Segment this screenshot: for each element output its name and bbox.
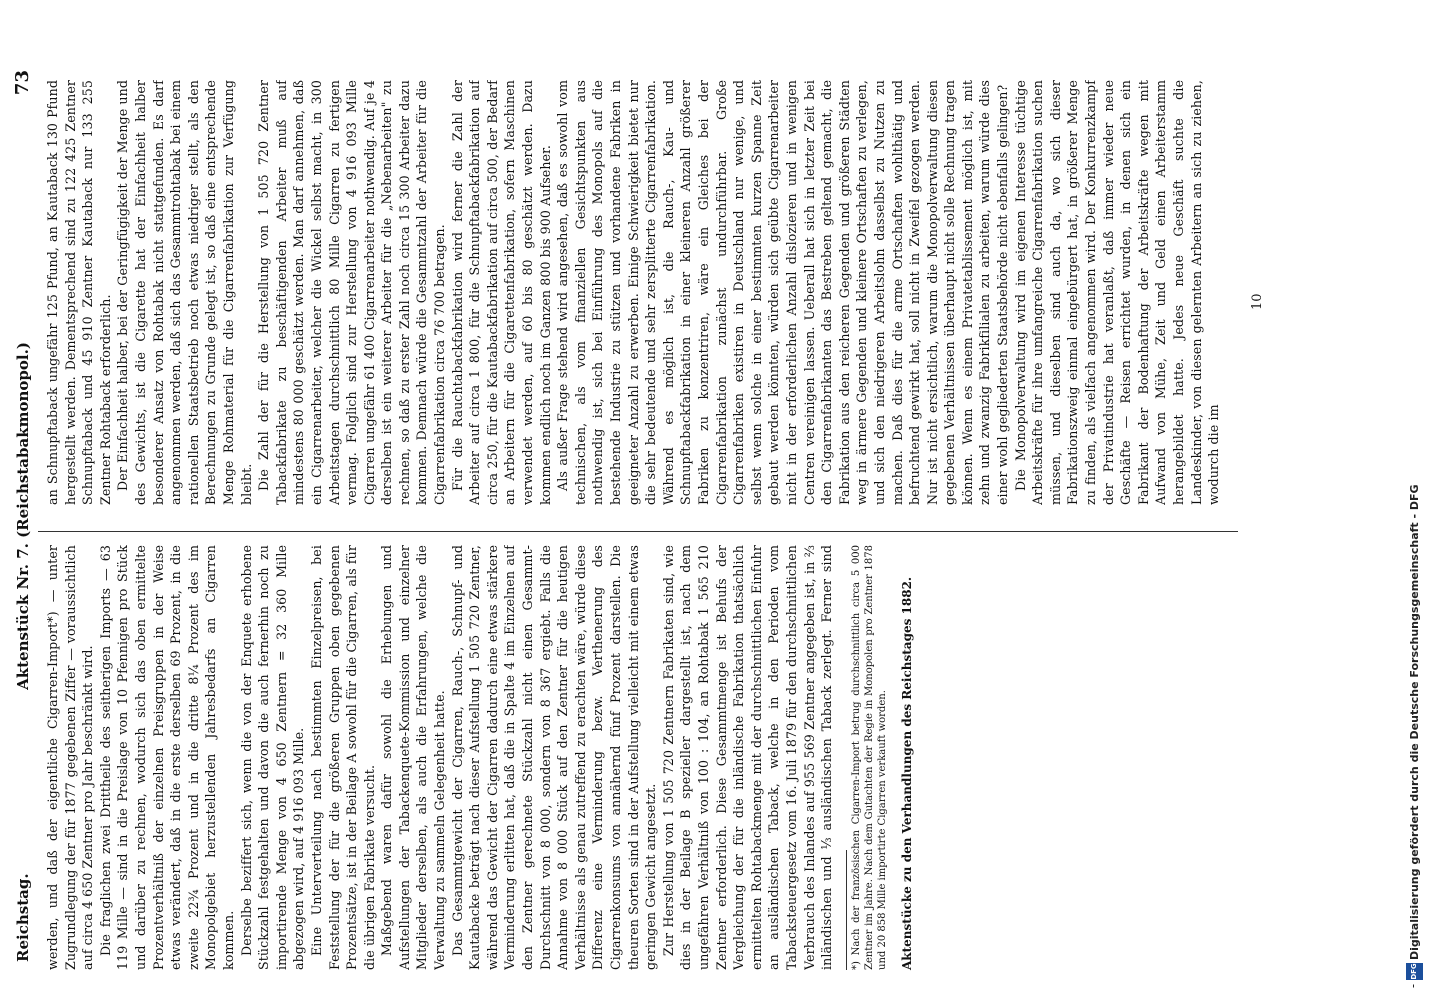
dfg-logo-icon: DFG bbox=[1406, 963, 1423, 980]
paragraph: Zur Herstellung von 1 505 720 Zentnern Fabrikaten sind, wie dies in der Beilage B spezieller dargestellt ist, nach dem ungefähren Verhältniß von 100 : 104, an Rohtabak 1 565 210 Zentner erforderlich. Diese Gesammtmenge ist Behufs der Vergleichung der für die inländische Fabrikation thatsächlich ermittelten Rohtabackmenge mit der durchschnittlichen Einfuhr an ausländischen Taback, welche in den Perioden vom Tabacksteuergesetz vom 16. Juli 1879 für den durchschnittlichen Verbrauch des Inlandes auf 955 569 Zentner angegeben ist, in ⅔ inländischen und ⅓ ausländischen Taback zerlegt. Ferner sind bbox=[660, 545, 834, 970]
paragraph: Derselbe beziffert sich, wenn die von der Enquete erhobene Stückzahl festgehalten und davon die auch fernerhin noch zu importirende Menge von 4 650 Zentnern = 32 360 Mille abgezogen wird, auf 4 916 093 Mille. bbox=[238, 545, 307, 970]
page-header bbox=[8, 70, 42, 962]
paragraph: Der Einfachheit halber, bei der Geringfügigkeit der Menge und des Gewichts, ist die Cigarette hat der Einfachheit halber besonderer Ansatz von Rohtabak nicht stattgefunden. Es darf angenommen werden, daß sich das Gesammtrohtabak bei einem rationellen Staatsbetrieb noch etwas niedriger stellt, als den Berechnungen zu Grunde gelegt ist, so daß eine entsprechende Menge Rohmaterial für die Cigarrenfabrikation zur Verfügung bleibt. bbox=[115, 80, 254, 505]
column-divider bbox=[38, 531, 1238, 532]
credit-text: Digitalisierung gefördert durch die Deutsche Forschungsgemeinschaft - DFG bbox=[1408, 484, 1421, 960]
credit-separator: - bbox=[1406, 983, 1420, 988]
paragraph: an Schnupftaback ungefähr 125 Pfund, an Kautaback 130 Pfund hergestellt werden. Dementsprechend sind zu 122 425 Zentner Schnupftaback und 45 910 Zentner Kautaback nur 133 255 Zentner Rohtaback erforderlich. bbox=[45, 80, 113, 505]
right-column bbox=[44, 80, 1244, 505]
footer-source: Aktenstücke zu den Verhandlungen des Reichstages 1882. bbox=[900, 576, 914, 970]
paragraph: Die fraglichen zwei Drittheile des seitherigen Imports — 63 119 Mille — sind in die Preislage von 10 Pfennigen pro Stück und darüber zu rechnen, wodurch sich das oben ermittelte Prozentverhältniß der einzelnen Preisgruppen in der Weise etwas verändert, daß in die erste derselben 69 Prozent, in die zweite 22¾ Prozent und in die dritte 8¼ Prozent des im Monopolgebiet herzustellenden Jahresbedarfs an Cigarren kommen. bbox=[97, 545, 236, 970]
paragraph: Die Zahl der für die Herstellung von 1 505 720 Zentner Tabackfabrikate zu beschäftigenden Arbeiter muß auf mindestens 80 000 geschätzt werden. Man darf annehmen, daß ein Cigarrenarbeiter, welcher die Wickel selbst macht, in 300 Arbeitstagen durchschnittlich 80 Mille Cigarren zu fertigen vermag. Folglich sind zur Herstellung von 4 916 093 Mille Cigarren ungefähr 61 400 Cigarrenarbeiter nothwendig. Auf je 4 derselben ist ein weiterer Arbeiter für die „Nebenarbeiten" zu rechnen, so daß zu erster Zahl noch circa 15 300 Arbeiter dazu kommen. Demnach würde die Gesammtzahl der Arbeiter für die Cigarrenfabrikation circa 76 700 betragen. bbox=[256, 80, 448, 505]
paragraph: Eine Unterverteilung nach bestimmten Einzelpreisen, bei Feststellung der für die größeren Gruppen oben gegebenen Prozentsätze, ist in der Beilage A sowohl für die Cigarren, als für die übrigen Fabrikate versucht. bbox=[308, 545, 377, 970]
footnote-rule bbox=[846, 850, 847, 970]
footnote: *) Nach der französischen Cigarren-Import betrug durchschnittlich circa 5 000 Zentner im Jahre. Nach dem Gutachten der Regie in Monopolen pro Zentner 1878 und 20 858 Mille importirte Cigarren verkauft worden. bbox=[851, 545, 888, 970]
header-title: Aktenstück Nr. 7. (Reichstabakmonopol.) bbox=[14, 342, 32, 690]
paragraph: werden, und daß der eigentliche Cigarren-Import*) — unter Zugrundlegung der für 1877 gegebenen Ziffer — voraussichtlich auf circa 4 650 Zentner pro Jahr beschränkt wird. bbox=[45, 545, 96, 970]
paragraph: Als außer Frage stehend wird angesehen, daß es sowohl vom technischen, als vom finanziellen Gesichtspunkten aus nothwendig ist, sich bei Einführung des Monopols auf die bestehende Industrie zu stützen und vorhandene Fabriken in geeigneter Anzahl zu erwerben. Einige Schwierigkeit bietet nur die sehr bedeutende und sehr zersplitterte Cigarrenfabrikation. Während es möglich ist, die Rauch-, Kau- und Schnupftabackfabrikation in einer kleineren Anzahl größerer Fabriken zu konzentriren, wäre ein Gleiches bei der Cigarrenfabrikation zunächst undurchführbar. Große Cigarrenfabriken existiren in Deutschland nur wenige, und selbst wenn solche in einer bestimmten kurzen Spanne Zeit gebaut werden könnten, würden sich geübte Cigarrenarbeiter nicht in der erforderlichen Anzahl dislozieren und in wenigen Centren vereinigen lassen. Ueberall hat sich in letzter Zeit bei den Cigarrenfabrikanten das Bestreben geltend gemacht, die Fabrikation aus den reicheren Gegenden und größeren Städten weg in ärmere Gegenden und kleinere Ortschaften zu verlegen, und sich den niedrigeren Arbeitslohn dasselbst zu Nutzen zu machen. Daß dies für die arme Ortschaften wohlthätig und befruchtend gewirkt hat, soll nicht in Zweifel gezogen werden. Nur ist nicht ersichtlich, warum die Monopolverwaltung diesen gegebenen Verhältnissen überhaupt nicht solle Rechnung tragen können. Wenn es einem Privatetablissement möglich ist, mit zehn und zwanzig Fabrikfilialen zu arbeiten, warum würde dies einer wohl gegliederten Staatsbehörde nicht ebenfalls gelingen? bbox=[555, 80, 1011, 505]
paragraph: Die Monopolverwaltung wird im eigenen Interesse tüchtige Arbeitskräfte für ihre umfangreiche Cigarrenfabrikation suchen müssen, und dieselben sind auch da, wo sich dieser Fabrikationszweig einmal eingebürgert hat, in größerer Menge zu finden, als vielfach angenommen wird. Der Konkurrenzkampf der Privatindustrie hat veranlaßt, daß immer wieder neue Geschäfte — Reisen errichtet wurden, in denen sich ein Fabrikant der Bodenhaftung der Arbeitskräfte wegen mit Aufwand von Mühe, Zeit und Geld einen Arbeiterstamm herangebildet hatte. Jedes neue Geschäft suchte die Landeskinder, von diesen gelernten Arbeitern an sich zu ziehen, wodurch die im bbox=[1012, 80, 1222, 505]
digitization-credit bbox=[1404, 20, 1426, 988]
left-column bbox=[44, 545, 834, 970]
page-number: 10 bbox=[1250, 293, 1265, 310]
header-left: Reichstag. bbox=[14, 873, 32, 962]
paragraph: Maßgebend waren dafür sowohl die Erhebungen und Aufstellungen der Tabackenquete-Kommission und einzelner Mitglieder derselben, als auch die Erfahrungen, welche die Verwaltung zu sammeln Gelegenheit hatte. bbox=[379, 545, 448, 970]
paragraph: Das Gesammtgewicht der Cigarren, Rauch-, Schnupf- und Kautabacke beträgt nach dieser Aufstellung 1 505 720 Zentner, während das Gewicht der Cigarren dadurch eine etwas stärkere Verminderung erlitten hat, daß die in Spalte 4 im Einzelnen auf den Zentner gerechnete Stückzahl nicht einen Gesammt-Durchschnitt von 8 000, sondern von 8 367 ergiebt. Falls die Annahme von 8 000 Stück auf den Zentner für die heutigen Verhältnisse als genau zutreffend zu erachten wäre, würde diese Differenz eine Verminderung bezw. Verthenerung des Cigarrenkonsums von annähernd fünf Prozent darstellen. Die theuren Sorten sind in der Aufstellung vielleicht mit einem etwas geringen Gewicht angesetzt. bbox=[449, 545, 659, 970]
header-page-number: 73 bbox=[12, 70, 33, 96]
paragraph: Für die Rauchtabackfabrikation wird ferner die Zahl der Arbeiter auf circa 1 800, für die Schnupftabackfabrikation auf circa 250, für die Kautabackfabrikation auf circa 500, der Bedarf an Arbeitern für die Cigarettenfabrikation, sofern Maschinen verwendet werden, auf 60 bis 80 geschätzt werden. Dazu kommen endlich noch im Ganzen 800 bis 900 Aufseher. bbox=[449, 80, 553, 505]
